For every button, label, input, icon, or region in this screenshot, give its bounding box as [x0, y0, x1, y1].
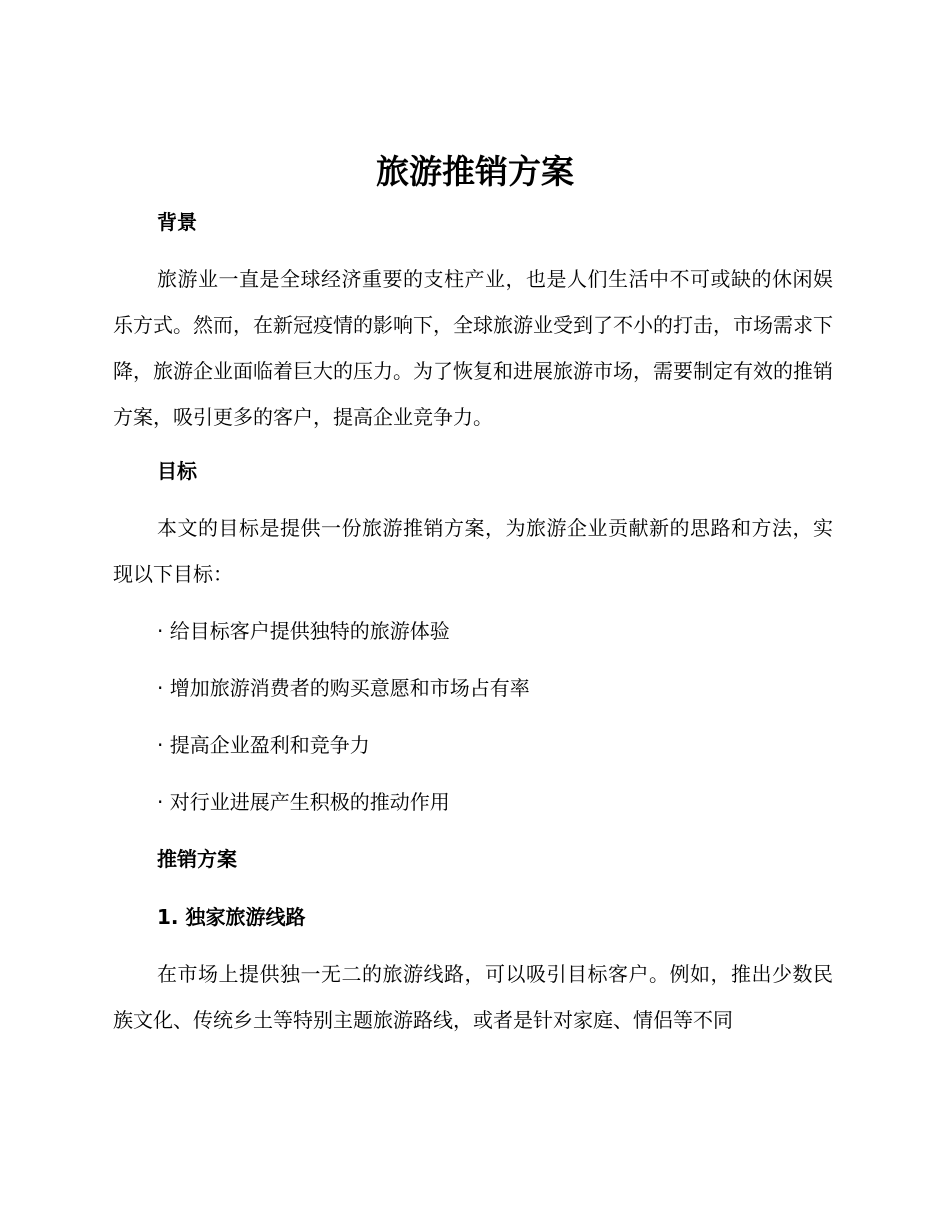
section-heading-goals: 目标	[157, 459, 197, 483]
subheading-exclusive-routes: 1. 独家旅游线路	[157, 905, 306, 929]
document-title: 旅游推销方案	[376, 152, 574, 191]
paragraph-goals: 本文的目标是提供一份旅游推销方案，为旅游企业贡献新的思路和方法，实现以下目标：	[113, 516, 833, 586]
paragraph-background: 旅游业一直是全球经济重要的支柱产业，也是人们生活中不可或缺的休闲娱乐方式。然而，在新冠疫情的影响下，全球旅游业受到了不小的打击，市场需求下降，旅游企业面临着巨大的压力。为了恢复和进展旅游市场，需要制定有效的推销方案，吸引更多的客户，提高企业竞争力。	[113, 267, 833, 429]
paragraph-exclusive-routes: 在市场上提供独一无二的旅游线路，可以吸引目标客户。例如，推出少数民族文化、传统乡土等特别主题旅游路线，或者是针对家庭、情侣等不同	[113, 962, 833, 1032]
goal-bullet-2: · 增加旅游消费者的购买意愿和市场占有率	[157, 676, 530, 700]
section-heading-background: 背景	[157, 210, 197, 234]
goal-bullet-4: · 对行业进展产生积极的推动作用	[157, 790, 450, 814]
goal-bullet-1: · 给目标客户提供独特的旅游体验	[157, 619, 450, 643]
goal-bullet-3: · 提高企业盈利和竞争力	[157, 733, 370, 757]
section-heading-plan: 推销方案	[157, 847, 237, 871]
